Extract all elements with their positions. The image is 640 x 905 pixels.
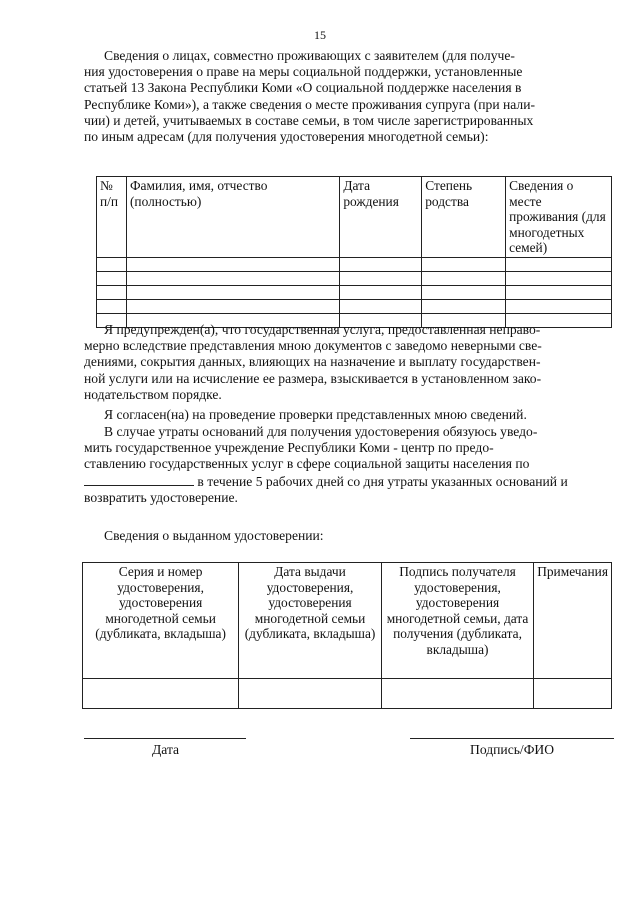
col-header-relation: Степень родства	[422, 177, 506, 258]
issued-heading: Сведения о выданном удостоверении:	[104, 528, 324, 543]
intro-line: чии) и детей, учитываемых в составе семьи, в том числе зарегистрированных	[84, 112, 534, 128]
deadline-blank-field[interactable]	[84, 473, 194, 486]
table-row	[97, 257, 612, 271]
warning-paragraph: Я предупрежден(а), что государственная услуга, предоставленная неправо- мерно вследствие представления мною документов с заведомо неверными све- дениями, сокрытия данных, влияющих на назначение и выплату государствен- ной услуги или на исчисление ее размера, взыскивается в установленном зако- нодательством порядке.	[84, 322, 542, 402]
family-members-table	[96, 176, 612, 328]
col-header-series: Серия и номер удостоверения, удостоверения многодетной семьи (дубликата, вкладыша)	[83, 563, 239, 679]
intro-line: Республике Коми»), а также сведения о месте проживания супруга (при нали-	[84, 96, 536, 112]
col-header-signature: Подпись получателя удостоверения, удостоверения многодетной семьи, дата получения (дубликата, вкладыша)	[381, 563, 533, 679]
date-label: Дата	[152, 742, 180, 757]
intro-line: статьей 13 Закона Республики Коми «О социальной поддержке населения в	[84, 80, 522, 96]
table-row	[97, 285, 612, 299]
col-header-name: Фамилия, имя, отчество (полностью)	[126, 177, 339, 258]
col-header-residence: Сведения о месте проживания (для многодетных семей)	[506, 177, 612, 258]
intro-paragraph	[84, 48, 612, 145]
table-row	[97, 271, 612, 285]
table-header-row	[83, 563, 612, 679]
intro-line: по иным адресам (для получения удостоверения многодетной семьи):	[84, 129, 489, 145]
date-signature-line[interactable]	[84, 738, 246, 739]
intro-line: Сведения о лицах, совместно проживающих с заявителем (для получе-	[104, 48, 515, 63]
col-header-notes: Примечания	[534, 563, 612, 679]
col-header-issue-date: Дата выдачи удостоверения, удостоверения многодетной семьи (дубликата, вкладыша)	[239, 563, 382, 679]
col-header-num: № п/п	[97, 177, 127, 258]
table-header-row	[97, 177, 612, 258]
obligation-paragraph: В случае утраты оснований для получения удостоверения обязуюсь уведо- мить государственное учреждение Республики Коми - центр по предо- ставлению государственных услуг в сфере социальной защиты населения по в течение 5 рабочих дней со дня утраты указанных оснований и возвратить удостоверение.	[84, 424, 568, 505]
consent-paragraph: Я согласен(на) на проведение проверки представленных мною сведений.	[104, 407, 527, 422]
issued-certificate-table	[82, 562, 612, 709]
intro-line: ния удостоверения о праве на меры социальной поддержки, установленные	[84, 64, 523, 80]
table-row	[97, 299, 612, 313]
name-signature-line[interactable]	[410, 738, 614, 739]
col-header-birth-date: Дата рождения	[340, 177, 422, 258]
page-number: 15	[314, 28, 326, 42]
table-row	[83, 679, 612, 709]
signature-name-label: Подпись/ФИО	[470, 742, 555, 757]
